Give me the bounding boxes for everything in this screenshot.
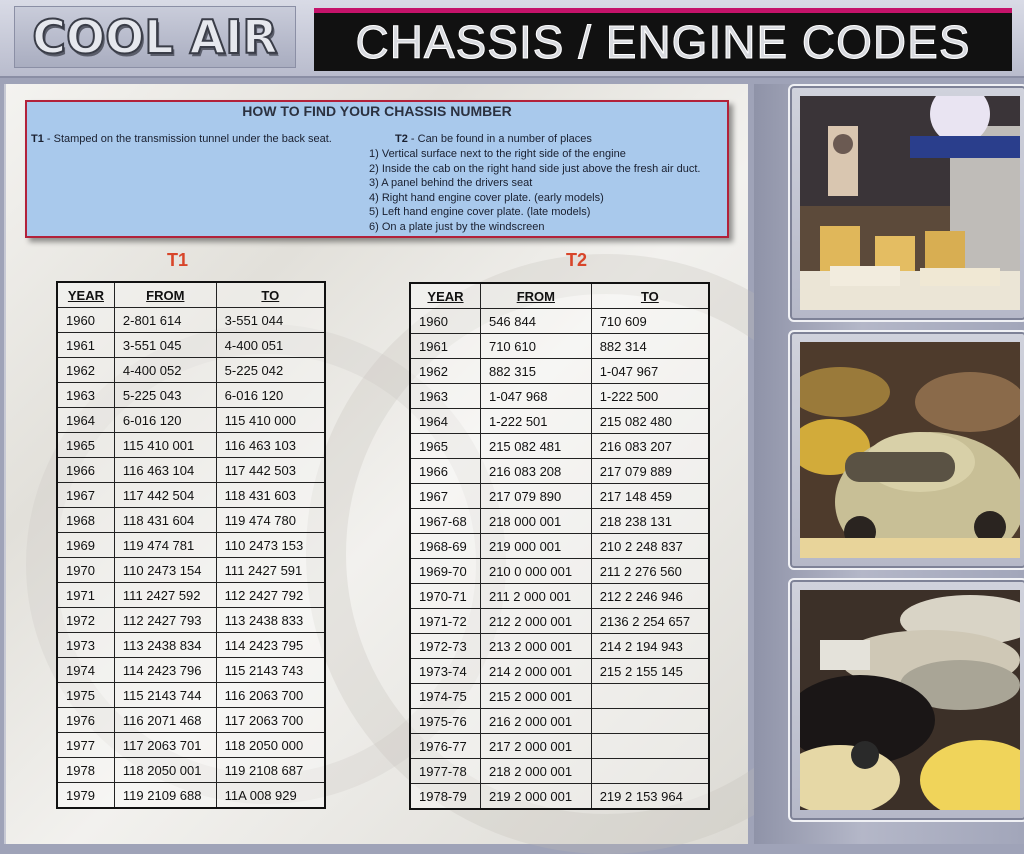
cell-to: 214 2 194 943	[591, 634, 709, 659]
table-row	[410, 359, 709, 384]
cell-from: 546 844	[480, 309, 591, 334]
cell-from: 211 2 000 001	[480, 584, 591, 609]
cell-from: 118 2050 001	[114, 758, 216, 783]
cell-year: 1979	[57, 783, 114, 809]
cell-to: 116 2063 700	[216, 683, 325, 708]
cell-from: 117 2063 701	[114, 733, 216, 758]
cell-to: 1-222 500	[591, 384, 709, 409]
cell-to: 117 442 503	[216, 458, 325, 483]
cell-from: 114 2423 796	[114, 658, 216, 683]
cell-from: 217 2 000 001	[480, 734, 591, 759]
cell-from: 113 2438 834	[114, 633, 216, 658]
beetle-collection-photo	[800, 590, 1020, 810]
table-row	[57, 758, 325, 783]
cell-from: 4-400 052	[114, 358, 216, 383]
t2-place-item: 1) Vertical surface next to the right side of the engine	[369, 148, 626, 160]
table-row	[57, 608, 325, 633]
cell-from: 215 082 481	[480, 434, 591, 459]
cell-to: 119 2108 687	[216, 758, 325, 783]
cell-from: 112 2427 793	[114, 608, 216, 633]
table-row	[410, 659, 709, 684]
col-header-year: YEAR	[410, 283, 480, 309]
table-row	[410, 409, 709, 434]
cell-year: 1967	[410, 484, 480, 509]
cell-year: 1969	[57, 533, 114, 558]
table-row	[410, 384, 709, 409]
cell-from: 117 442 504	[114, 483, 216, 508]
table-row	[410, 334, 709, 359]
cell-year: 1973	[57, 633, 114, 658]
cell-year: 1970	[57, 558, 114, 583]
cell-to: 217 148 459	[591, 484, 709, 509]
cell-year: 1961	[410, 334, 480, 359]
cell-from: 1-222 501	[480, 409, 591, 434]
table-row	[410, 434, 709, 459]
table-row	[410, 609, 709, 634]
cell-year: 1972	[57, 608, 114, 633]
cell-year: 1960	[57, 308, 114, 333]
cell-to: 4-400 051	[216, 333, 325, 358]
table-row	[410, 759, 709, 784]
cell-from: 213 2 000 001	[480, 634, 591, 659]
cell-from: 219 000 001	[480, 534, 591, 559]
cell-to: 3-551 044	[216, 308, 325, 333]
t1-codes-table	[56, 281, 326, 809]
cell-year: 1964	[410, 409, 480, 434]
cell-year: 1977-78	[410, 759, 480, 784]
table-header-row	[57, 282, 325, 308]
cell-year: 1977	[57, 733, 114, 758]
cell-year: 1963	[57, 383, 114, 408]
table-row	[57, 658, 325, 683]
title-banner	[314, 8, 1012, 71]
cell-to: 1-047 967	[591, 359, 709, 384]
cell-from: 115 2143 744	[114, 683, 216, 708]
table-row	[410, 684, 709, 709]
cell-year: 1978	[57, 758, 114, 783]
t2-codes-table	[409, 282, 710, 810]
cell-to: 219 2 153 964	[591, 784, 709, 810]
cell-year: 1967-68	[410, 509, 480, 534]
t1-section-label: T1	[167, 250, 189, 270]
cell-from: 216 2 000 001	[480, 709, 591, 734]
photo-frame-collection	[788, 578, 1024, 822]
cell-year: 1964	[57, 408, 114, 433]
table-row	[57, 633, 325, 658]
cell-to: 116 463 103	[216, 433, 325, 458]
cell-from: 115 410 001	[114, 433, 216, 458]
cell-year: 1961	[57, 333, 114, 358]
beetle-photo	[800, 342, 1020, 558]
cell-year: 1965	[410, 434, 480, 459]
photo-frame-museum	[788, 84, 1024, 322]
t1-note-text: - Stamped on the transmission tunnel under the back seat.	[43, 133, 332, 145]
col-header-to: TO	[216, 282, 325, 308]
cell-to	[591, 734, 709, 759]
cell-to	[591, 684, 709, 709]
t2-place-item: 3) A panel behind the drivers seat	[369, 177, 533, 190]
cell-to: 117 2063 700	[216, 708, 325, 733]
cell-to	[591, 759, 709, 784]
table-row	[57, 783, 325, 809]
cell-from: 116 463 104	[114, 458, 216, 483]
cell-to: 710 609	[591, 309, 709, 334]
cell-from: 218 000 001	[480, 509, 591, 534]
cell-from: 3-551 045	[114, 333, 216, 358]
chassis-info-box	[25, 100, 729, 238]
cell-to: 112 2427 792	[216, 583, 325, 608]
cell-to: 6-016 120	[216, 383, 325, 408]
table-row	[57, 308, 325, 333]
table-row	[57, 333, 325, 358]
cell-to	[591, 709, 709, 734]
cell-to: 215 2 155 145	[591, 659, 709, 684]
cell-year: 1976-77	[410, 734, 480, 759]
page-title: CHASSIS / ENGINE CODES	[355, 16, 971, 68]
table-row	[410, 559, 709, 584]
cell-from: 710 610	[480, 334, 591, 359]
vw-museum-photo	[800, 96, 1020, 310]
cell-from: 2-801 614	[114, 308, 216, 333]
cell-from: 218 2 000 001	[480, 759, 591, 784]
cell-year: 1968-69	[410, 534, 480, 559]
info-heading: HOW TO FIND YOUR CHASSIS NUMBER	[242, 103, 512, 119]
cell-to: 211 2 276 560	[591, 559, 709, 584]
cell-year: 1968	[57, 508, 114, 533]
cell-year: 1967	[57, 483, 114, 508]
cell-year: 1965	[57, 433, 114, 458]
cell-to: 110 2473 153	[216, 533, 325, 558]
table-row	[410, 459, 709, 484]
table-row	[57, 508, 325, 533]
t2-places-list	[369, 147, 700, 235]
t2-note-label: T2	[395, 133, 408, 145]
cell-from: 110 2473 154	[114, 558, 216, 583]
cell-to: 119 474 780	[216, 508, 325, 533]
cell-from: 119 2109 688	[114, 783, 216, 809]
cell-year: 1973-74	[410, 659, 480, 684]
col-header-to: TO	[591, 283, 709, 309]
cell-year: 1976	[57, 708, 114, 733]
table-row	[57, 683, 325, 708]
t2-place-item: 6) On a plate just by the windscreen	[369, 220, 545, 233]
table-row	[57, 358, 325, 383]
photo-frame-beetle	[788, 330, 1024, 570]
table-row	[57, 558, 325, 583]
cell-year: 1974	[57, 658, 114, 683]
cell-to: 114 2423 795	[216, 633, 325, 658]
t2-note-text: - Can be found in a number of places	[407, 133, 592, 145]
t2-location-note	[395, 133, 592, 145]
cell-year: 1972-73	[410, 634, 480, 659]
table-row	[410, 309, 709, 334]
cell-year: 1969-70	[410, 559, 480, 584]
cell-year: 1960	[410, 309, 480, 334]
table-row	[57, 708, 325, 733]
cell-year: 1966	[410, 459, 480, 484]
cell-from: 119 474 781	[114, 533, 216, 558]
cell-year: 1962	[57, 358, 114, 383]
cell-to: 111 2427 591	[216, 558, 325, 583]
cell-from: 219 2 000 001	[480, 784, 591, 810]
cell-year: 1975-76	[410, 709, 480, 734]
cell-from: 210 0 000 001	[480, 559, 591, 584]
page-header	[0, 0, 1024, 78]
logo-text: COOL AIR	[32, 10, 278, 64]
cell-year: 1971	[57, 583, 114, 608]
cell-to: 11A 008 929	[216, 783, 325, 809]
col-header-from: FROM	[480, 283, 591, 309]
cell-year: 1975	[57, 683, 114, 708]
cell-year: 1974-75	[410, 684, 480, 709]
cool-air-logo[interactable]	[14, 6, 296, 68]
table-row	[410, 734, 709, 759]
table-row	[57, 533, 325, 558]
cell-to: 5-225 042	[216, 358, 325, 383]
table-row	[57, 433, 325, 458]
table-row	[57, 458, 325, 483]
t2-place-item: 2) Inside the cab on the right hand side just above the fresh air duct.	[369, 162, 701, 175]
cell-from: 217 079 890	[480, 484, 591, 509]
t1-note-label: T1	[31, 133, 44, 145]
cell-to: 118 2050 000	[216, 733, 325, 758]
table-row	[410, 634, 709, 659]
cell-from: 214 2 000 001	[480, 659, 591, 684]
table-row	[410, 709, 709, 734]
cell-to: 210 2 248 837	[591, 534, 709, 559]
cell-to: 215 082 480	[591, 409, 709, 434]
table-row	[410, 509, 709, 534]
cell-from: 116 2071 468	[114, 708, 216, 733]
col-header-year: YEAR	[57, 282, 114, 308]
cell-to: 218 238 131	[591, 509, 709, 534]
t2-section-label: T2	[566, 250, 588, 270]
cell-to: 217 079 889	[591, 459, 709, 484]
t2-place-item: 5) Left hand engine cover plate. (late models)	[369, 206, 591, 219]
cell-year: 1970-71	[410, 584, 480, 609]
cell-from: 215 2 000 001	[480, 684, 591, 709]
cell-year: 1962	[410, 359, 480, 384]
cell-year: 1971-72	[410, 609, 480, 634]
cell-to: 118 431 603	[216, 483, 325, 508]
cell-to: 216 083 207	[591, 434, 709, 459]
cell-to: 115 410 000	[216, 408, 325, 433]
table-row	[57, 733, 325, 758]
cell-from: 1-047 968	[480, 384, 591, 409]
cell-to: 882 314	[591, 334, 709, 359]
cell-to: 2136 2 254 657	[591, 609, 709, 634]
t2-place-item: 4) Right hand engine cover plate. (early models)	[369, 191, 604, 204]
t1-location-note	[31, 133, 332, 145]
cell-year: 1966	[57, 458, 114, 483]
cell-from: 6-016 120	[114, 408, 216, 433]
table-header-row	[410, 283, 709, 309]
cell-from: 882 315	[480, 359, 591, 384]
table-row	[410, 784, 709, 810]
cell-year: 1963	[410, 384, 480, 409]
cell-from: 212 2 000 001	[480, 609, 591, 634]
cell-from: 216 083 208	[480, 459, 591, 484]
table-row	[57, 583, 325, 608]
cell-from: 118 431 604	[114, 508, 216, 533]
cell-from: 111 2427 592	[114, 583, 216, 608]
cell-to: 212 2 246 946	[591, 584, 709, 609]
table-row	[57, 408, 325, 433]
col-header-from: FROM	[114, 282, 216, 308]
cell-to: 115 2143 743	[216, 658, 325, 683]
table-row	[410, 484, 709, 509]
table-row	[410, 584, 709, 609]
cell-from: 5-225 043	[114, 383, 216, 408]
table-row	[57, 383, 325, 408]
table-row	[57, 483, 325, 508]
table-row	[410, 534, 709, 559]
cell-year: 1978-79	[410, 784, 480, 810]
cell-to: 113 2438 833	[216, 608, 325, 633]
